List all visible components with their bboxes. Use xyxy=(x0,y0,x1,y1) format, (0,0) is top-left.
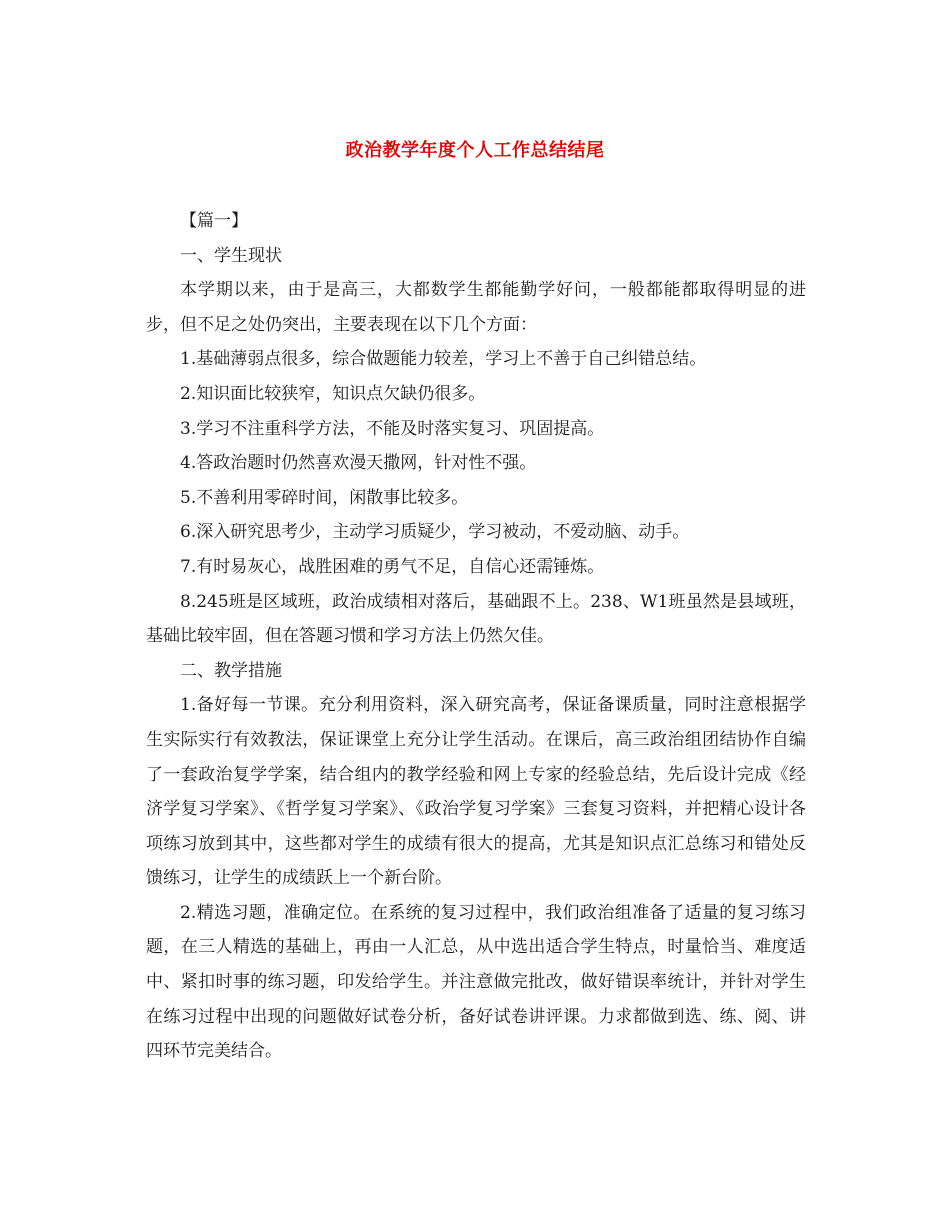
section-heading-teaching-measures: 二、教学措施 xyxy=(180,660,282,681)
list-item: 5.不善利用零碎时间，闲散事比较多。 xyxy=(180,487,469,508)
section-heading-student-status: 一、学生现状 xyxy=(180,245,282,266)
list-item: 1.基础薄弱点很多，综合做题能力较差，学习上不善于自己纠错总结。 xyxy=(180,349,707,370)
document-body xyxy=(146,204,806,1069)
list-item: 7.有时易灰心，战胜困难的勇气不足，自信心还需锤炼。 xyxy=(180,556,605,577)
document-title: 政治教学年度个人工作总结结尾 xyxy=(345,140,605,161)
list-item: 2.知识面比较狭窄，知识点欠缺仍很多。 xyxy=(180,383,486,404)
list-item: 6.深入研究思考少，主动学习质疑少，学习被动，不爱动脑、动手。 xyxy=(180,522,690,543)
list-item: 3.学习不注重科学方法，不能及时落实复习、巩固提高。 xyxy=(180,418,605,439)
body-paragraph: 2.精选习题，准确定位。在系统的复习过程中，我们政治组准备了适量的复习练习题，在三人精选的基础上，再由一人汇总，从中选出适合学生特点，时量恰当、难度适中、紧扣时事的练习题，印发给学生。并注意做完批改，做好错误率统计，并针对学生在练习过程中出现的问题做好试卷分析，备好试卷讲评课。力求都做到选、练、阅、讲四环节完美结合。 xyxy=(146,902,806,1062)
body-paragraph: 本学期以来，由于是高三，大都数学生都能勤学好问，一般都能都取得明显的进步，但不足之处仍突出，主要表现在以下几个方面： xyxy=(146,280,806,335)
list-item: 4.答政治题时仍然喜欢漫天撒网，针对性不强。 xyxy=(180,453,537,474)
section-marker: 【篇一】 xyxy=(180,211,248,231)
list-item: 8.245班是区域班，政治成绩相对落后，基础跟不上。238、W1班虽然是县域班，基础比较牢固，但在答题习惯和学习方法上仍然欠佳。 xyxy=(146,591,806,647)
body-paragraph: 1.备好每一节课。充分利用资料，深入研究高考，保证备课质量，同时注意根据学生实际实行有效教法，保证课堂上充分让学生活动。在课后，高三政治组团结协作自编了一套政治复学学案，结合组内的教学经验和网上专家的经验总结，先后设计完成《经济学复习学案》、《哲学复习学案》、《政治学复习学案》三套复习资料，并把精心设计各项练习放到其中，这些都对学生的成绩有很大的提高，尤其是知识点汇总练习和错处反馈练习，让学生的成绩跃上一个新台阶。 xyxy=(146,695,806,889)
